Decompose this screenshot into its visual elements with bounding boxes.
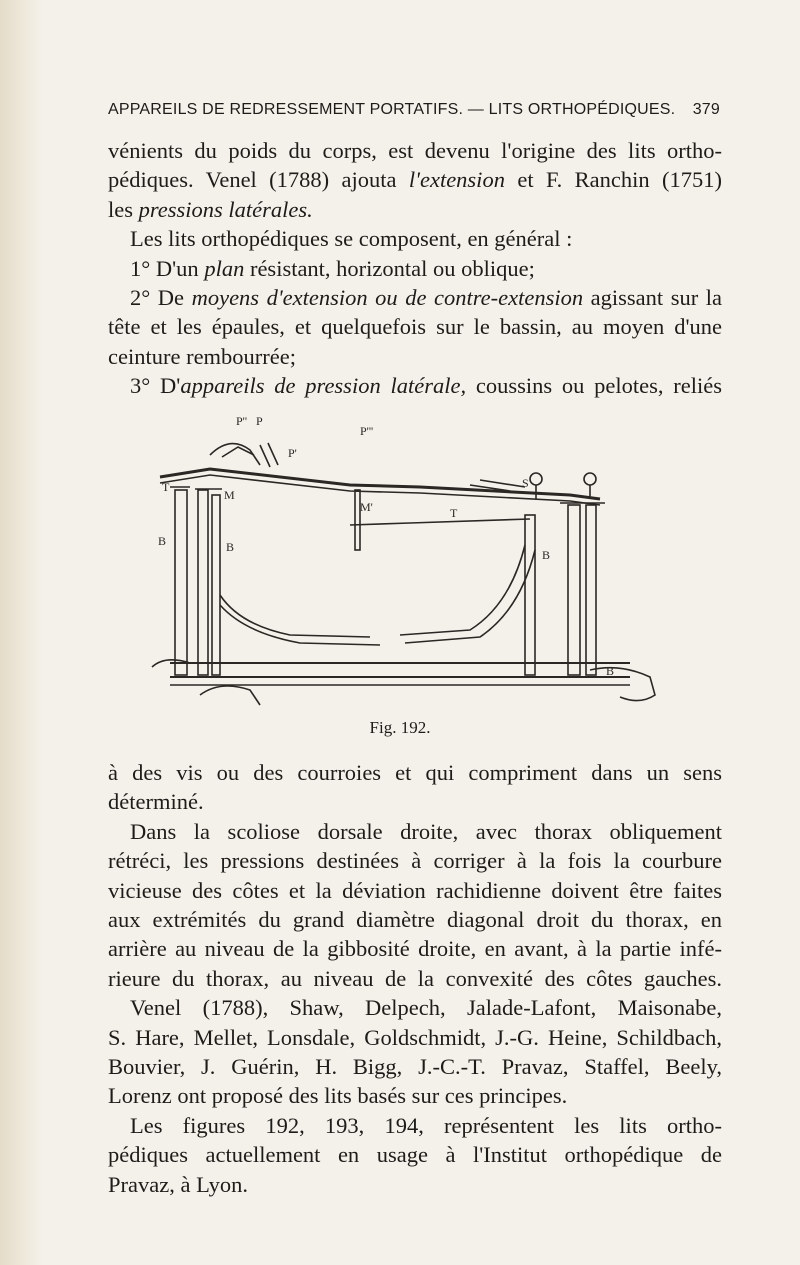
- figure-label: B: [226, 540, 235, 554]
- text-line: Pravaz, à Lyon.: [108, 1171, 248, 1197]
- figure-label: B: [158, 534, 167, 548]
- figure-label: T: [450, 506, 458, 520]
- list-item-2: 2° De moyens d'extension ou de contre-extension agissant sur la: [130, 285, 722, 311]
- running-title: APPAREILS DE REDRESSEMENT PORTATIFS. — LITS ORTHOPÉDIQUES.: [108, 101, 676, 118]
- text-line: rétréci, les pressions destinées à corriger à la fois la courbure: [108, 848, 722, 874]
- page-edge-shadow: [0, 0, 42, 1265]
- figure-label: B: [606, 664, 615, 678]
- text-line: S. Hare, Mellet, Lonsdale, Goldschmidt, J.-G. Heine, Schildbach,: [108, 1024, 722, 1050]
- text-line: Les lits orthopédiques se composent, en général :: [130, 226, 573, 252]
- text-line: Venel (1788), Shaw, Delpech, Jalade-Lafont, Maisonabe,: [130, 995, 722, 1021]
- figure-label: P: [256, 414, 263, 428]
- text-line: vénients du poids du corps, est devenu l'origine des lits ortho-: [108, 138, 722, 163]
- text-line: tête et les épaules, et quelquefois sur le bassin, au moyen d'une: [108, 314, 722, 340]
- figure-label: T: [162, 480, 170, 494]
- figure-label: P''': [360, 424, 374, 438]
- text-line: vicieuse des côtes et la déviation rachidienne doivent être faites: [108, 877, 722, 903]
- page-number: 379: [692, 101, 720, 118]
- figure-label: B: [542, 548, 551, 562]
- figure-label: P': [288, 446, 297, 460]
- orthopedic-bed-illustration: [150, 395, 670, 715]
- text-line: aux extrémités du grand diamètre diagonal droit du thorax, en: [108, 907, 722, 933]
- bottom-text-block: [108, 758, 722, 1199]
- figure-caption: Fig. 192.: [369, 718, 431, 737]
- figure-label: M': [360, 500, 373, 514]
- text-line: pédiques actuellement en usage à l'Institut orthopédique de: [108, 1142, 722, 1168]
- text-line: Lorenz ont proposé des lits basés sur ces principes.: [108, 1083, 568, 1109]
- figure-label: M: [224, 488, 235, 502]
- list-item-1: 1° D'un plan résistant, horizontal ou oblique;: [130, 255, 535, 281]
- figure-label: S: [522, 476, 529, 490]
- text-line: pédiques. Venel (1788) ajouta l'extension et F. Ranchin (1751): [108, 167, 723, 193]
- text-line: Bouvier, J. Guérin, H. Bigg, J.-C.-T. Pravaz, Staffel, Beely,: [108, 1054, 722, 1080]
- text-line: à des vis ou des courroies et qui compriment dans un sens: [108, 760, 722, 785]
- list-item-3: 3° D'appareils de pression latérale, coussins ou pelotes, reliés: [130, 373, 722, 399]
- top-text-block: [108, 136, 722, 401]
- text-line: ceinture rembourrée;: [108, 343, 297, 369]
- text-line: déterminé.: [108, 789, 204, 815]
- text-line: rieure du thorax, au niveau de la convexité des côtes gauches.: [108, 965, 722, 991]
- text-line: les pressions latérales.: [108, 196, 313, 222]
- text-line: Les figures 192, 193, 194, représentent les lits ortho-: [130, 1112, 722, 1138]
- text-line: arrière au niveau de la gibbosité droite, en avant, à la partie infé-: [108, 936, 722, 962]
- running-header: [108, 101, 720, 119]
- text-line: Dans la scoliose dorsale droite, avec thorax obliquement: [130, 818, 722, 844]
- figure-label: P'': [236, 414, 247, 428]
